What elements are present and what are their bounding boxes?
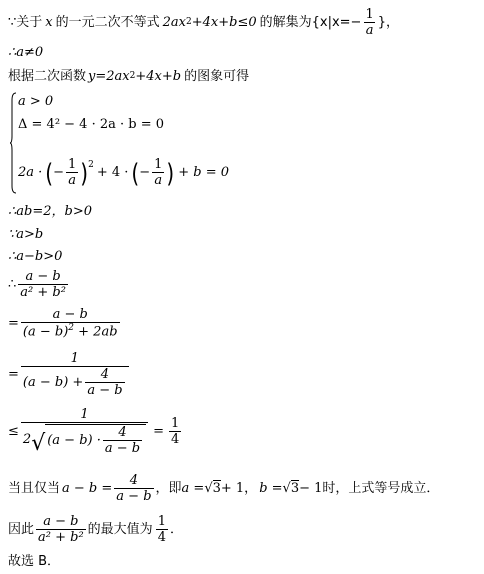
den: a <box>154 173 163 188</box>
sys-row3: 2a · ( − $\frac{1}{a}$ ) 2 + 4 · ( − $\frac{1}{a}$ ) + b = 0 <box>18 156 229 189</box>
line-answer <box>8 555 60 568</box>
math: ∵a>b <box>8 227 44 242</box>
math: 2a · <box>18 165 43 180</box>
num: a − b <box>52 307 88 322</box>
math: ∴ab=2，b>0 <box>8 204 92 219</box>
fraction <box>21 408 148 455</box>
math: Δ = 4² − 4 · 2a · b = 0 <box>18 117 165 132</box>
math: a − b = <box>62 481 113 496</box>
sup: 2 <box>88 160 94 170</box>
num: 1 <box>68 157 77 172</box>
math: +4x+b <box>135 69 182 84</box>
den: a² + b² <box>20 285 66 300</box>
text: ． <box>169 522 183 537</box>
sys-row1 <box>18 95 53 108</box>
num: 1 <box>154 157 163 172</box>
line-eq2 <box>8 352 131 397</box>
text: 根据二次函数 <box>8 69 87 84</box>
num: a − b <box>25 269 61 284</box>
sqrt-icon: √ (a − b) · $\frac{4}{a - b}$ <box>31 424 146 455</box>
brace-icon <box>10 92 17 194</box>
num: 1 <box>70 351 79 366</box>
math: + b = 0 <box>178 165 229 180</box>
var-x: x <box>45 15 53 30</box>
math: ∴a≠0 <box>8 45 44 60</box>
math: 2ax <box>162 15 186 30</box>
line-a-nonzero <box>8 46 43 59</box>
line-eq1 <box>8 308 122 338</box>
line-ab <box>8 205 92 218</box>
den: $(a - b)^2 + 2ab$ <box>22 323 118 340</box>
text: }， <box>377 15 399 30</box>
den: a <box>365 23 374 38</box>
text: 的解集为{x|x=− <box>259 15 362 30</box>
text: 因此 <box>8 522 35 537</box>
line-equality-cond <box>8 474 439 503</box>
fraction: $\frac{1}{4}$ <box>171 416 180 447</box>
symbol: ≤ <box>8 424 19 439</box>
text: 的最大值为 <box>87 522 153 537</box>
line-expr <box>8 270 70 299</box>
den: (a − b) + $\frac{4}{a - b}$ <box>21 366 129 397</box>
fraction <box>18 270 68 299</box>
symbol: ∴ <box>8 277 17 292</box>
symbol: = <box>153 424 164 439</box>
fraction <box>152 158 164 187</box>
fraction <box>21 352 129 397</box>
text: 当且仅当 <box>8 481 61 496</box>
math: ∴a−b>0 <box>8 249 63 264</box>
text: 的一元二次不等式 <box>55 15 160 30</box>
num: 1 <box>365 7 374 22</box>
math: a = <box>181 481 205 496</box>
sup: 2 <box>186 17 192 27</box>
fraction <box>66 158 78 187</box>
math: − 1 <box>299 481 323 496</box>
fraction: $\frac{1}{4}$ <box>157 514 166 545</box>
sup: 2 <box>129 71 136 81</box>
sqrt-icon: √3 <box>282 481 300 496</box>
math: y=2ax <box>88 69 130 84</box>
fraction <box>363 8 375 37</box>
math: b = <box>259 481 283 496</box>
fraction <box>21 308 120 338</box>
symbol: = <box>8 367 19 382</box>
text: 时，上式等号成立． <box>322 481 440 496</box>
line-ineq <box>8 408 183 455</box>
den: a <box>68 173 77 188</box>
sqrt-icon: √3 <box>204 481 221 496</box>
math: +4x+b≤0 <box>191 15 257 30</box>
math: a > 0 <box>18 94 54 109</box>
text: ∵关于 <box>8 15 43 30</box>
sys-row2 <box>18 118 164 131</box>
line-a-gt-b <box>8 228 43 241</box>
num: 1 <box>80 407 89 422</box>
fraction: $\frac{a - b}{\text{a² + b²}}$ <box>38 514 84 545</box>
den: 2 √ (a − b) · $\frac{4}{a - b}$ <box>21 422 148 455</box>
math: + 1， <box>220 481 258 496</box>
symbol: = <box>8 315 19 331</box>
text: ，即 <box>155 481 182 496</box>
answer-text: 故选 B． <box>8 554 61 569</box>
line-graph <box>8 70 249 83</box>
math: + 4 · <box>96 165 129 180</box>
text: 的图象可得 <box>184 69 250 84</box>
line-condition <box>8 8 399 37</box>
line-conclusion <box>8 515 183 544</box>
fraction: $\frac{4}{a - b}$ <box>116 473 152 504</box>
line-a-minus-b <box>8 250 62 263</box>
